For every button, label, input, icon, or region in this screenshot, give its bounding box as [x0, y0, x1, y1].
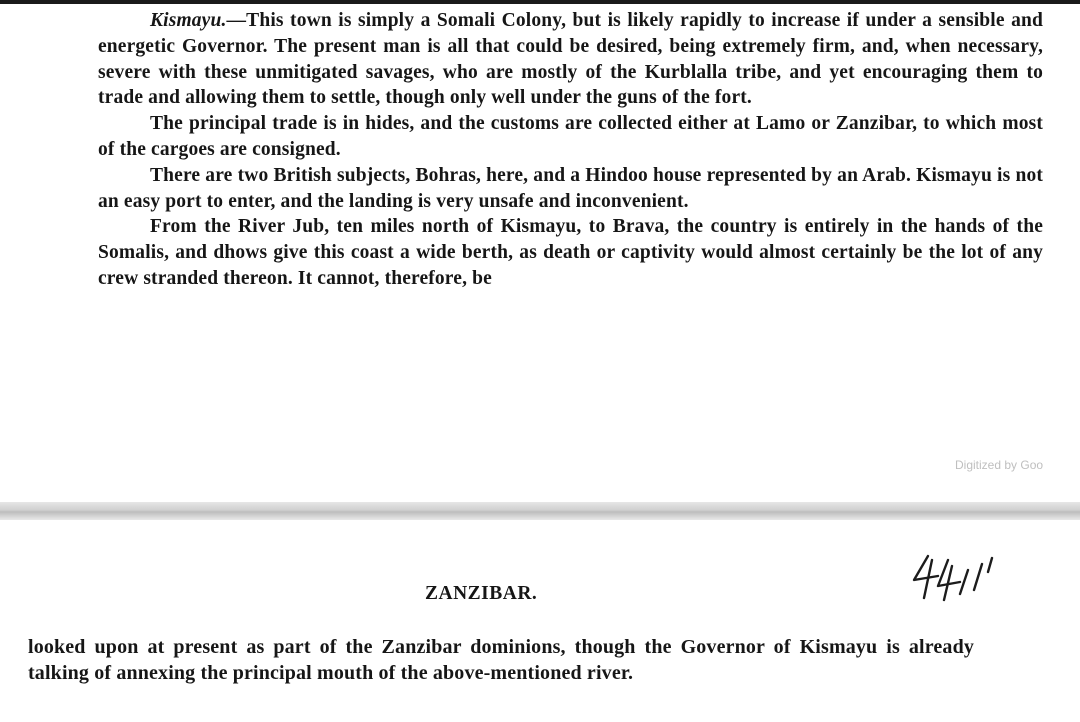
- paragraph-kismayu: [98, 8, 1043, 111]
- handwritten-page-number-icon: [908, 550, 1004, 606]
- run-in-heading: Kismayu.: [150, 10, 227, 31]
- upper-text-block: [98, 8, 1043, 292]
- paragraph-trade: The principal trade is in hides, and the customs are collected either at Lamo or Zanzibar, to which most of the cargoes are consigned.: [98, 113, 1043, 160]
- page-separator: [0, 502, 1080, 520]
- paragraph-british-subjects: There are two British subjects, Bohras, here, and a Hindoo house represented by an Arab. Kismayu is not an easy port to enter, and the landing is very unsafe and inconvenient.: [98, 164, 1043, 212]
- paragraph-zanzibar-dominions: looked upon at present as part of the Zanzibar dominions, though the Governor of Kismayu is already talking of annexing the principal mouth of the above-mentioned river.: [28, 636, 974, 685]
- paragraph-river-jub: From the River Jub, ten miles north of Kismayu, to Brava, the country is entirely in the hands of the Somalis, and dhows give this coast a wide berth, as death or captivity would almost certainly be the lot of any crew stranded thereon. It cannot, therefore, be: [98, 216, 1043, 289]
- running-head: ZANZIBAR.: [425, 583, 538, 604]
- digitized-watermark: Digitized by Goo: [955, 458, 1044, 472]
- lower-text-block: [28, 634, 974, 686]
- paragraph-text: —This town is simply a Somali Colony, but is likely rapidly to increase if under a sensible and energetic Governor. The present man is all that could be desired, being extremely firm, and, when necessary, severe with these unmitigated savages, who are mostly of the Kurblalla tribe, and yet encouraging them to trade and allowing them to settle, though only well under the guns of the fort.: [98, 10, 1043, 109]
